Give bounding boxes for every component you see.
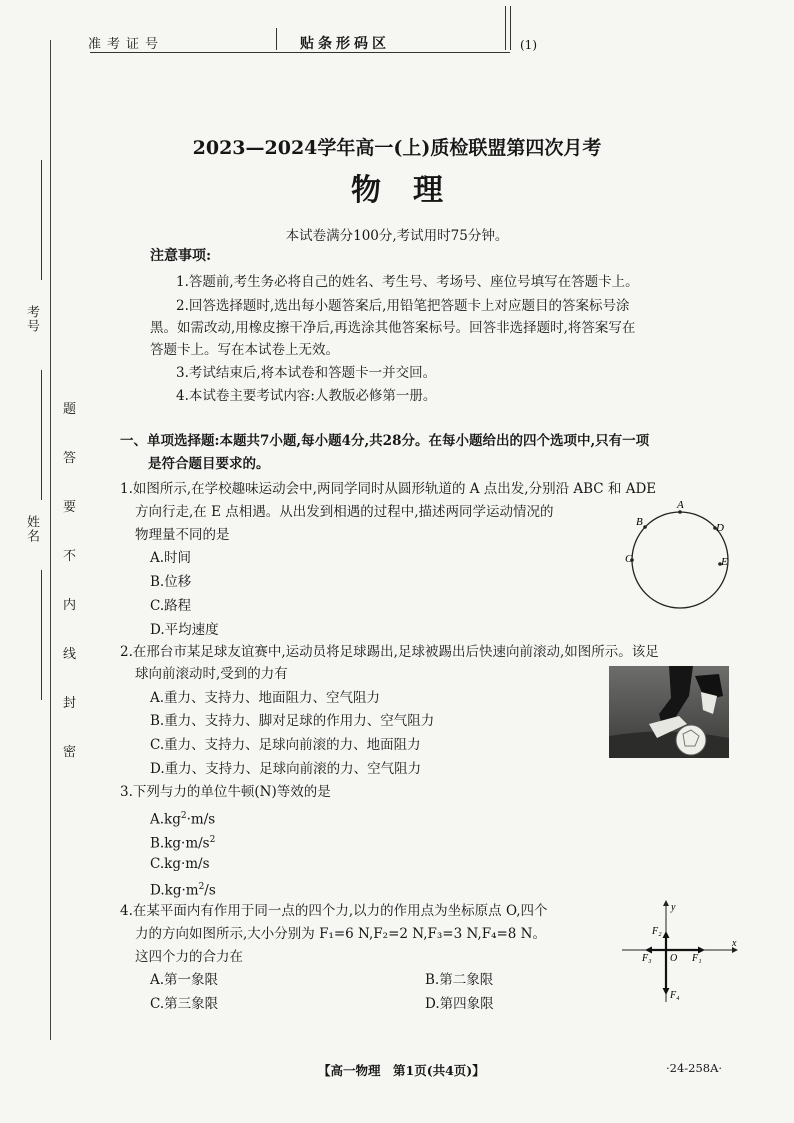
question-2-option: B.重力、支持力、脚对足球的作用力、空气阻力 bbox=[150, 713, 435, 729]
seal-char: 内 bbox=[63, 598, 77, 613]
unit-exponent: 2 bbox=[209, 835, 216, 845]
note-item: 2.回答选择题时,选出每小题答案后,用铅笔把答题卡上对应题目的答案标号涂 bbox=[176, 298, 630, 314]
question-3-option-d bbox=[150, 877, 216, 902]
force-label-f4: F₄ bbox=[670, 990, 680, 1001]
unit-text: ·m/s bbox=[186, 811, 216, 828]
question-2-option: D.重力、支持力、足球向前滚的力、空气阻力 bbox=[150, 761, 422, 777]
section-heading: 一、单项选择题:本题共7小题,每小题4分,共28分。在每小题给出的四个选项中,只有一项 bbox=[120, 433, 650, 449]
page-footer: 【高一物理 第1页(共4页)】 bbox=[318, 1063, 485, 1078]
header-divider bbox=[276, 28, 277, 50]
question-1-option: C.路程 bbox=[150, 598, 192, 614]
note-item: 1.答题前,考生务必将自己的姓名、考生号、考场号、座位号填写在答题卡上。 bbox=[176, 274, 639, 290]
exam-title: 2023—2024学年高一(上)质检联盟第四次月考 bbox=[192, 137, 602, 159]
unit-exponent: 2 bbox=[198, 882, 205, 892]
question-3-option-c bbox=[150, 854, 210, 875]
notes-heading: 注意事项: bbox=[150, 248, 212, 264]
note-item: 黑。如需改动,用橡皮擦干净后,再选涂其他答案标号。回答非选择题时,将答案写在 bbox=[150, 320, 636, 336]
axis-label-y: y bbox=[671, 902, 676, 913]
question-2-text: 球向前滚动时,受到的力有 bbox=[135, 666, 288, 682]
question-2-text: 2.在邢台市某足球友谊赛中,运动员将足球踢出,足球被踢出后快速向前滚动,如图所示。该足 bbox=[120, 644, 659, 660]
header-divider-2 bbox=[505, 6, 506, 50]
question-1-option: D.平均速度 bbox=[150, 622, 219, 638]
unit-text: B.kg·m/s bbox=[150, 835, 210, 852]
unit-text: A.kg bbox=[150, 811, 181, 828]
sidebar-name-label: 姓名 bbox=[24, 515, 39, 543]
question-1-text: 物理量不同的是 bbox=[135, 527, 230, 543]
seal-char: 密 bbox=[63, 745, 77, 760]
exam-info: 本试卷满分100分,考试用时75分钟。 bbox=[285, 228, 509, 244]
question-2-option: A.重力、支持力、地面阻力、空气阻力 bbox=[150, 690, 381, 706]
question-3-option-b bbox=[150, 830, 215, 855]
seal-char: 线 bbox=[63, 647, 77, 662]
note-item: 4.本试卷主要考试内容:人教版必修第一册。 bbox=[176, 388, 437, 404]
question-4-option: B.第二象限 bbox=[425, 972, 494, 988]
question-1-option: B.位移 bbox=[150, 574, 192, 590]
question-1-text: 方向行走,在 E 点相遇。从出发到相遇的过程中,描述两同学运动情况的 bbox=[135, 504, 554, 520]
seal-char: 要 bbox=[63, 500, 77, 515]
sidebar-name-line-2 bbox=[41, 570, 42, 700]
sidebar-exam-no-label: 考号 bbox=[24, 305, 39, 333]
unit-text: D.kg·m bbox=[150, 882, 199, 899]
force-label-f3: F₃ bbox=[642, 953, 652, 964]
figure-label-c: C bbox=[625, 553, 633, 565]
question-4-text: 4.在某平面内有作用于同一点的四个力,以力的作用点为坐标原点 O,四个 bbox=[120, 903, 548, 919]
note-item: 3.考试结束后,将本试卷和答题卡一并交回。 bbox=[176, 365, 437, 381]
unit-text: C.kg·m/s bbox=[150, 856, 210, 872]
force-label-f1: F₁ bbox=[692, 953, 702, 964]
sidebar-name-line bbox=[41, 370, 42, 500]
question-3-option-a bbox=[150, 806, 215, 831]
section-heading-cont: 是符合题目要求的。 bbox=[148, 456, 270, 472]
question-3-text: 3.下列与力的单位牛顿(N)等效的是 bbox=[120, 784, 331, 800]
header-barcode-label: 贴条形码区 bbox=[300, 36, 390, 52]
subject-title: 物理 bbox=[351, 173, 475, 208]
question-1-text: 1.如图所示,在学校趣味运动会中,两同学同时从圆形轨道的 A 点出发,分别沿 ABC 和 ADE bbox=[120, 481, 657, 497]
question-4-option: C.第三象限 bbox=[150, 996, 219, 1012]
axis-label-x: x bbox=[732, 938, 737, 949]
paper-code: ·24-258A· bbox=[666, 1061, 723, 1075]
note-item: 答题卡上。写在本试卷上无效。 bbox=[150, 342, 339, 358]
force-label-f2: F₂ bbox=[652, 926, 662, 937]
question-4-text: 这四个力的合力在 bbox=[135, 949, 243, 965]
question-1-option: A.时间 bbox=[150, 550, 192, 566]
football-kick-photo bbox=[609, 666, 729, 758]
force-diagram bbox=[620, 898, 740, 1010]
header-divider-3 bbox=[510, 6, 511, 50]
origin-label: O bbox=[670, 953, 678, 964]
header-right-mark: (1) bbox=[520, 38, 537, 52]
unit-exponent: 2 bbox=[180, 811, 187, 821]
seal-char: 题 bbox=[63, 402, 77, 417]
seal-char: 答 bbox=[63, 451, 77, 466]
question-2-option: C.重力、支持力、足球向前滚的力、地面阻力 bbox=[150, 737, 421, 753]
question-4-text: 力的方向如图所示,大小分别为 F₁=6 N,F₂=2 N,F₃=3 N,F₄=8 N。 bbox=[135, 926, 546, 942]
figure-label-e: E bbox=[721, 556, 728, 568]
figure-label-a: A bbox=[677, 499, 684, 511]
figure-label-b: B bbox=[636, 516, 643, 528]
header-exam-number-label: 准考证号 bbox=[88, 37, 165, 52]
figure-label-d: D bbox=[716, 522, 724, 534]
question-4-option: D.第四象限 bbox=[425, 996, 494, 1012]
question-4-option: A.第一象限 bbox=[150, 972, 219, 988]
seal-char: 封 bbox=[63, 696, 77, 711]
unit-text: /s bbox=[204, 882, 216, 899]
seal-char: 不 bbox=[63, 549, 77, 564]
circular-track-figure bbox=[625, 498, 735, 630]
